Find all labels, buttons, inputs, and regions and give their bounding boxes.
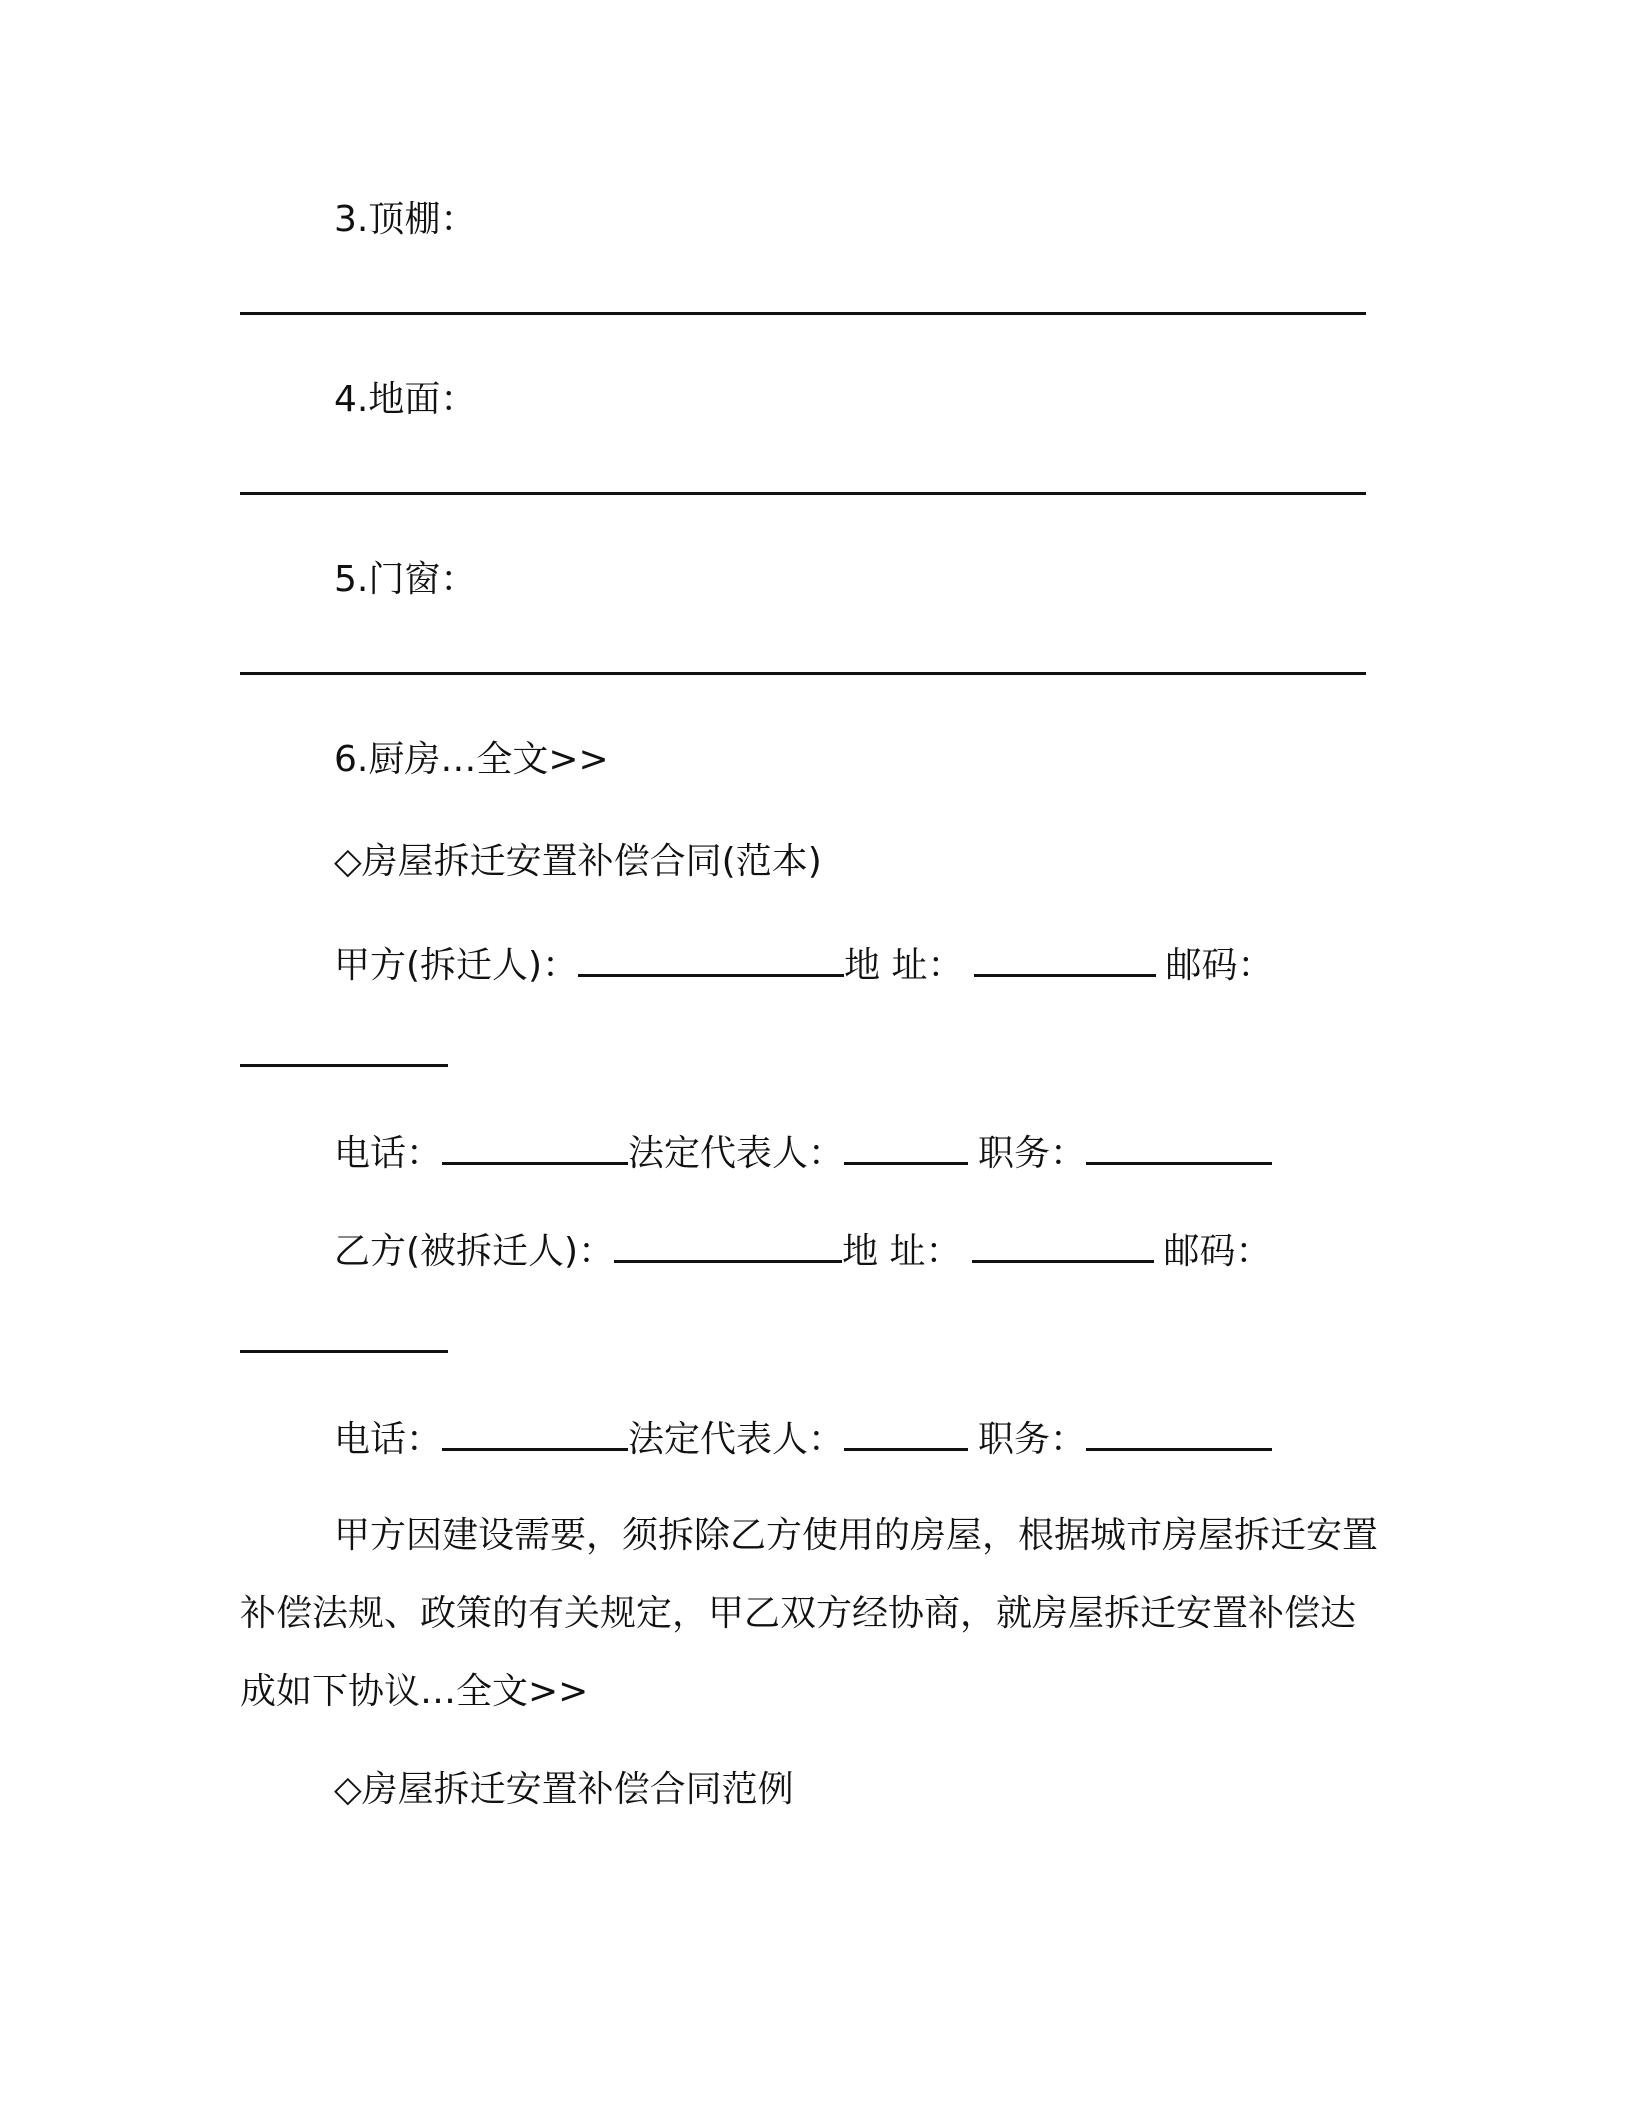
position-label-b: 职务：: [978, 1419, 1087, 1460]
party-b-address-blank: [972, 1226, 1154, 1263]
party-b-row: [334, 1226, 1272, 1276]
contract2-title[interactable]: ◇房屋拆迁安置补偿合同范例: [334, 1769, 794, 1810]
party-b-postcode-blank: [240, 1350, 448, 1353]
item-doors-windows: 5.门窗：: [334, 559, 477, 600]
fill-line-ceiling: [240, 312, 1366, 315]
party-b-contact-row: [334, 1414, 1272, 1464]
party-a-address-blank: [974, 940, 1156, 977]
legal-rep-label: 法定代表人：: [628, 1133, 845, 1174]
phone-label-b: 电话：: [334, 1419, 443, 1460]
party-a-label: 甲方(拆迁人)：: [334, 945, 579, 986]
party-b-phone-blank: [442, 1414, 628, 1451]
party-a-legal-rep-blank: [844, 1128, 968, 1165]
party-a-postcode-blank: [240, 1064, 448, 1067]
postcode-label: 邮码：: [1165, 945, 1274, 986]
contract1-body-read-more[interactable]: 甲方因建设需要，须拆除乙方使用的房屋，根据城市房屋拆迁安置补偿法规、政策的有关规定，甲乙双方经协商，就房屋拆迁安置补偿达成如下协议…全文>>: [240, 1515, 1379, 1712]
party-a-phone-blank: [442, 1128, 628, 1165]
phone-label: 电话：: [334, 1133, 443, 1174]
fill-line-floor: [240, 492, 1366, 495]
party-a-position-blank: [1086, 1128, 1272, 1165]
address-label: 地 址：: [844, 945, 964, 986]
party-a-row: [334, 940, 1274, 990]
position-label: 职务：: [978, 1133, 1087, 1174]
contract1-title[interactable]: ◇房屋拆迁安置补偿合同(范本): [334, 841, 822, 882]
fill-line-doors-windows: [240, 672, 1366, 675]
party-a-contact-row: [334, 1128, 1272, 1178]
legal-rep-label-b: 法定代表人：: [628, 1419, 845, 1460]
item-kitchen-read-more-link[interactable]: 6.厨房…全文>>: [334, 739, 609, 780]
item-floor: 4.地面：: [334, 379, 477, 420]
party-b-legal-rep-blank: [844, 1414, 968, 1451]
address-label-b: 地 址：: [842, 1231, 962, 1272]
party-b-label: 乙方(被拆迁人)：: [334, 1231, 615, 1272]
postcode-label-b: 邮码：: [1163, 1231, 1272, 1272]
party-a-blank: [578, 940, 844, 977]
party-b-blank: [614, 1226, 842, 1263]
party-b-position-blank: [1086, 1414, 1272, 1451]
item-ceiling: 3.顶棚：: [334, 199, 477, 240]
